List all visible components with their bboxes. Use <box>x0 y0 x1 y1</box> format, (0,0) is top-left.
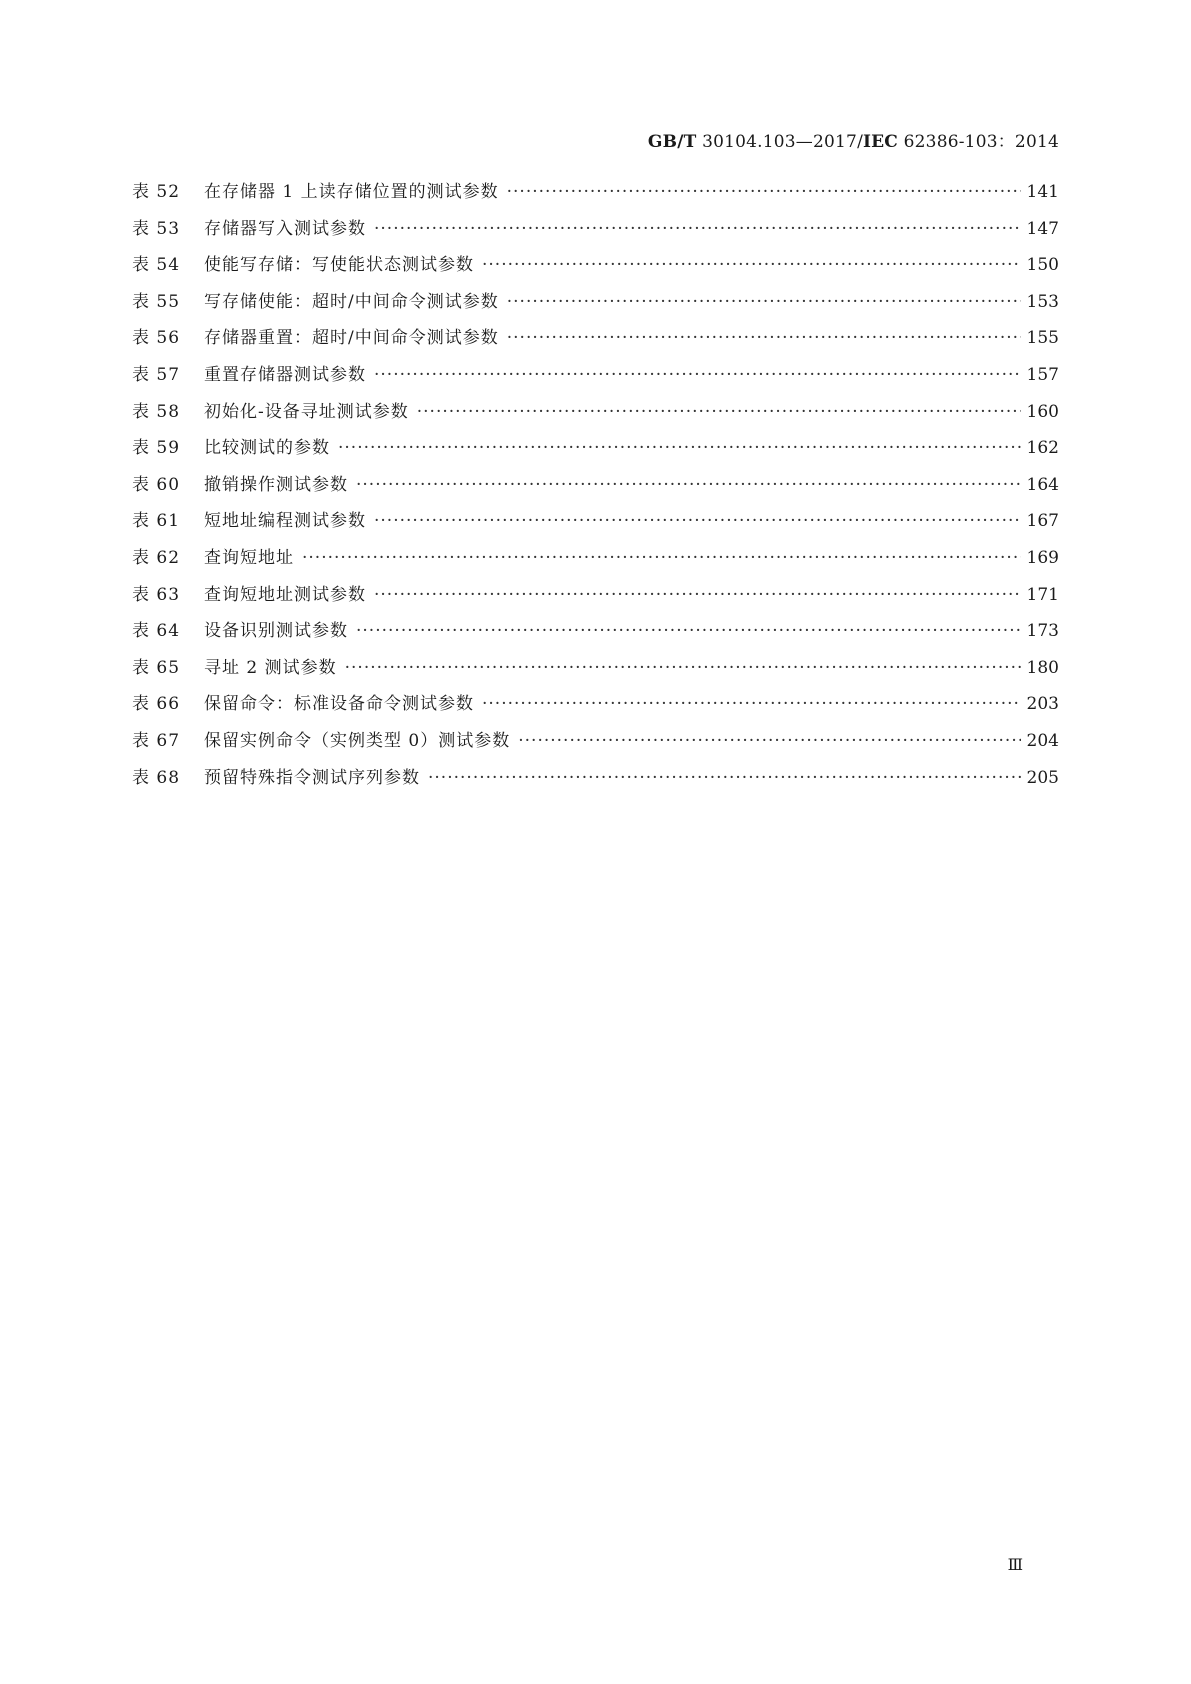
toc-entry-label: 表 61 <box>132 511 181 532</box>
toc-entry[interactable] <box>132 580 1059 617</box>
toc-entry-title: 在存储器 1 上读存储位置的测试参数 <box>204 182 499 202</box>
toc-entry-title: 预留特殊指令测试序列参数 <box>204 767 420 788</box>
toc-entry-page: 171 <box>1026 584 1059 605</box>
page-number: Ⅲ <box>1007 1555 1023 1574</box>
toc-entry[interactable] <box>132 689 1059 726</box>
toc-entry-page: 147 <box>1026 218 1059 239</box>
toc-entry-page: 164 <box>1026 474 1059 495</box>
toc-entry-page: 162 <box>1026 438 1059 459</box>
toc-entry[interactable] <box>132 470 1059 507</box>
toc-entry-title: 撤销操作测试参数 <box>204 474 348 495</box>
toc-entry-label: 表 54 <box>132 255 181 276</box>
toc-leader-dots <box>428 768 1021 788</box>
toc-leader-dots <box>374 585 1021 605</box>
toc-leader-dots <box>417 402 1021 422</box>
toc-entry-title: 查询短地址测试参数 <box>204 584 366 605</box>
toc-entry-label: 表 59 <box>132 438 181 459</box>
toc-entry-label: 表 58 <box>132 401 181 422</box>
toc-leader-dots <box>374 511 1021 531</box>
toc-leader-dots <box>507 328 1021 348</box>
toc-entry-page: 141 <box>1026 182 1059 202</box>
toc-leader-dots <box>374 219 1021 239</box>
toc-leader-dots <box>374 365 1021 385</box>
toc-entry-page: 173 <box>1026 621 1059 642</box>
toc-entry-page: 157 <box>1026 364 1059 385</box>
toc-entry-label: 表 52 <box>132 182 181 202</box>
toc-entry-label: 表 62 <box>132 547 181 568</box>
toc-entry[interactable] <box>132 177 1059 214</box>
toc-entry-label: 表 66 <box>132 694 181 715</box>
toc-entry-page: 167 <box>1026 511 1059 532</box>
toc-leader-dots <box>482 255 1021 275</box>
toc-entry-title: 存储器重置：超时/中间命令测试参数 <box>204 328 499 349</box>
toc-leader-dots <box>507 292 1021 312</box>
toc-entry-title: 寻址 2 测试参数 <box>204 657 337 678</box>
toc-leader-dots <box>482 694 1021 714</box>
toc-entry[interactable] <box>132 433 1059 470</box>
toc-entry-page: 155 <box>1026 328 1059 349</box>
toc-entry[interactable] <box>132 616 1059 653</box>
toc-entry-title: 写存储使能：超时/中间命令测试参数 <box>204 291 499 312</box>
toc-entry-title: 使能写存储：写使能状态测试参数 <box>204 255 474 276</box>
toc-entry-label: 表 65 <box>132 657 181 678</box>
standard-code: GB/T <box>647 132 697 152</box>
toc-entry[interactable] <box>132 397 1059 434</box>
toc-entry-page: 203 <box>1026 694 1059 715</box>
toc-entry-label: 表 67 <box>132 730 181 751</box>
toc-leader-dots <box>338 438 1021 458</box>
toc-entry[interactable] <box>132 323 1059 360</box>
toc-entry-title: 保留命令：标准设备命令测试参数 <box>204 694 474 715</box>
table-of-contents <box>132 177 1059 799</box>
toc-entry[interactable] <box>132 653 1059 690</box>
document-header <box>648 127 1059 152</box>
toc-entry-page: 160 <box>1026 401 1059 422</box>
toc-entry-label: 表 63 <box>132 584 181 605</box>
toc-entry-page: 153 <box>1026 291 1059 312</box>
standard-number: 30104.103—2017/ <box>696 132 863 152</box>
toc-leader-dots <box>345 658 1021 678</box>
iec-code: IEC <box>863 132 899 152</box>
toc-entry-title: 查询短地址 <box>204 547 294 568</box>
toc-entry-title: 设备识别测试参数 <box>204 621 348 642</box>
iec-number: 62386-103：2014 <box>898 132 1059 152</box>
toc-leader-dots <box>507 182 1021 202</box>
toc-entry[interactable] <box>132 763 1059 800</box>
toc-entry-label: 表 60 <box>132 474 181 495</box>
toc-entry[interactable] <box>132 726 1059 763</box>
toc-leader-dots <box>518 731 1021 751</box>
toc-entry[interactable] <box>132 543 1059 580</box>
toc-entry-page: 205 <box>1026 767 1059 788</box>
toc-entry[interactable] <box>132 360 1059 397</box>
toc-entry-label: 表 68 <box>132 767 181 788</box>
toc-entry-title: 保留实例命令（实例类型 0）测试参数 <box>204 730 511 751</box>
toc-entry-title: 比较测试的参数 <box>204 438 330 459</box>
toc-entry[interactable] <box>132 287 1059 324</box>
toc-entry-page: 169 <box>1026 547 1059 568</box>
toc-entry-title: 重置存储器测试参数 <box>204 364 366 385</box>
toc-entry-page: 204 <box>1026 730 1059 751</box>
toc-entry-title: 短地址编程测试参数 <box>204 511 366 532</box>
toc-leader-dots <box>302 548 1021 568</box>
toc-entry-title: 存储器写入测试参数 <box>204 218 366 239</box>
toc-entry-page: 150 <box>1026 255 1059 276</box>
toc-entry[interactable] <box>132 250 1059 287</box>
toc-entry-label: 表 53 <box>132 218 181 239</box>
toc-leader-dots <box>356 475 1021 495</box>
toc-entry-label: 表 55 <box>132 291 181 312</box>
toc-entry-label: 表 57 <box>132 364 181 385</box>
toc-entry[interactable] <box>132 214 1059 251</box>
toc-leader-dots <box>356 621 1021 641</box>
toc-entry-label: 表 64 <box>132 621 181 642</box>
toc-entry-title: 初始化-设备寻址测试参数 <box>204 401 409 422</box>
toc-entry-label: 表 56 <box>132 328 181 349</box>
toc-entry-page: 180 <box>1026 657 1059 678</box>
toc-entry[interactable] <box>132 506 1059 543</box>
